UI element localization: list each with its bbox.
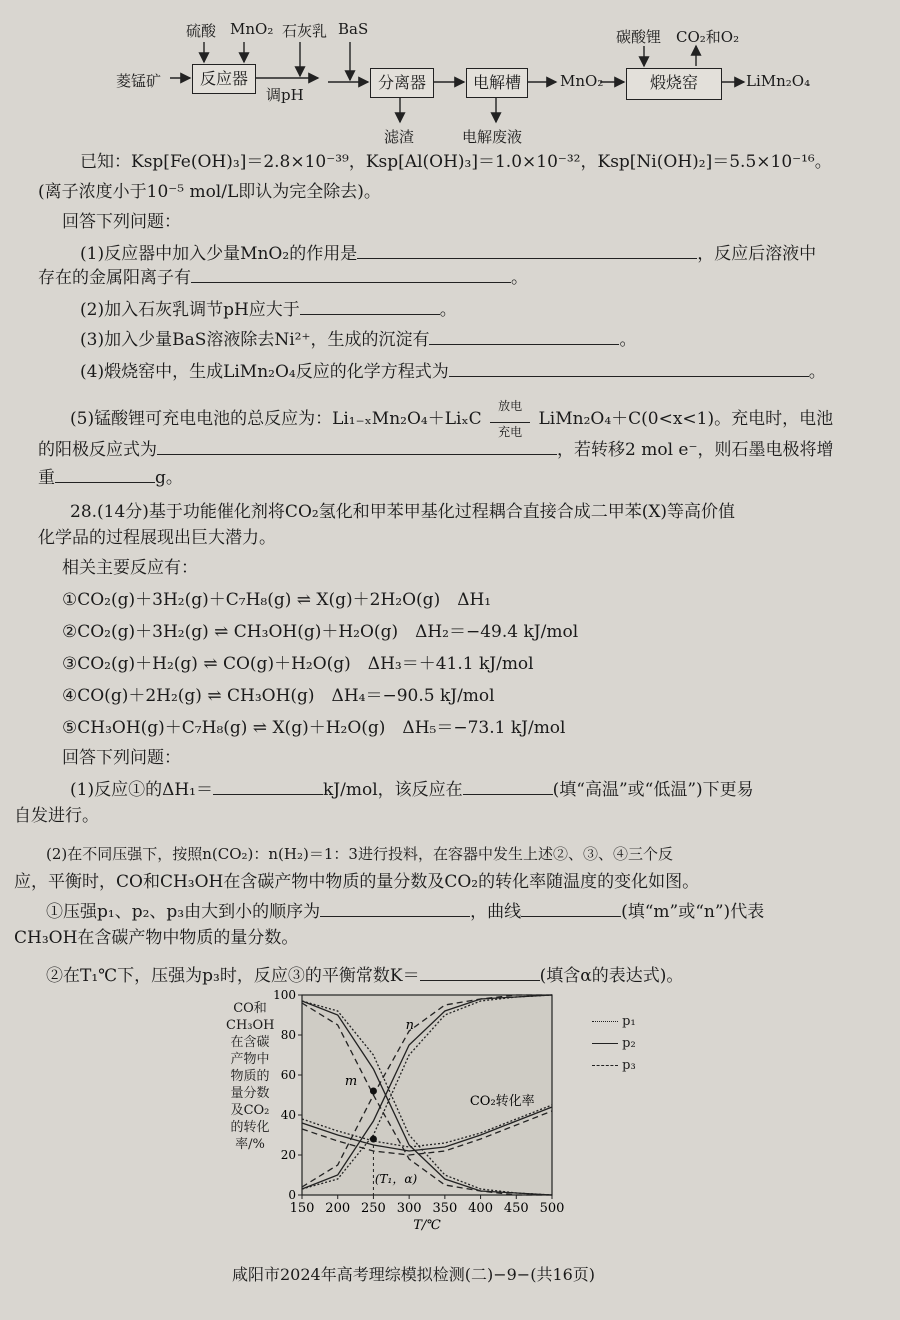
x-tick-label: 450 <box>503 1201 529 1216</box>
intersection-point <box>370 1088 377 1095</box>
q28-part1-cont: 自发进行。 <box>14 806 99 826</box>
legend-p2-swatch <box>592 1043 618 1044</box>
answer-blank-27-5a[interactable] <box>157 438 557 455</box>
answer-blank-27-2[interactable] <box>300 298 440 315</box>
q28-part2-cont: 应，平衡时，CO和CH₃OH在含碳产物中物质的量分数及CO₂的转化率随温度的变化如图。 <box>14 872 700 892</box>
answer-blank-28-2c[interactable] <box>420 964 540 981</box>
x-tick-label: 200 <box>325 1201 351 1216</box>
q27-s5c: 的阳极反应式为 <box>38 440 157 460</box>
reagent-sulfuric-acid: 硫酸 <box>186 22 217 40</box>
q27-s5a: (5)锰酸锂可充电电池的总反应为：Li₁₋ₓMn₂O₄＋LiₓC <box>70 409 482 429</box>
q27-part1 <box>80 242 816 266</box>
y-tick-label: 60 <box>280 1068 296 1082</box>
q27-s1c: 存在的金属阳离子有 <box>38 268 191 288</box>
reaction-2: ②CO₂(g)＋3H₂(g) ⇌ CH₃OH(g)＋H₂O(g) ΔH₂＝−49.4 kJ/mol <box>62 622 579 642</box>
q28-part1 <box>70 778 754 802</box>
q27-s5e: 重 <box>38 468 55 488</box>
q28-s2c: ①压强p₁、p₂、p₃由大到小的顺序为 <box>46 902 321 922</box>
q27-part1-cont <box>38 266 528 290</box>
y-tick-label: 20 <box>280 1148 296 1162</box>
ksp-note: (离子浓度小于10⁻⁵ mol/L即认为完全除去)。 <box>38 182 381 202</box>
lithium-carbonate-label: 碳酸锂 <box>616 28 662 46</box>
y-tick-label: 100 <box>273 988 296 1002</box>
flowchart-arrows <box>0 0 900 150</box>
reaction-5: ⑤CH₃OH(g)＋C₇H₈(g) ⇌ X(g)＋H₂O(g) ΔH₅＝−73.1 kJ/mol <box>62 718 566 738</box>
q28-s2e: (填“m”或“n”)代表 <box>621 902 765 922</box>
arrow-line <box>490 422 530 423</box>
filter-residue-label: 滤渣 <box>384 128 415 146</box>
q28-prompt: 回答下列问题： <box>62 748 181 768</box>
q28-title-cont: 化学品的过程展现出巨大潜力。 <box>38 528 276 548</box>
gases-out-label: CO₂和O₂ <box>676 28 740 46</box>
q28-part2-sub1-cont: CH₃OH在含碳产物中物质的量分数。 <box>14 928 299 948</box>
q27-part3 <box>80 328 636 352</box>
answer-blank-27-1b[interactable] <box>191 266 511 283</box>
electrolyzer-box: 电解槽 <box>466 68 528 98</box>
q28-s2d: ，曲线 <box>470 902 522 922</box>
mno2-product-label: MnO₂ <box>560 72 604 90</box>
q28-s2g: ②在T₁℃下，压强为p₃时，反应③的平衡常数K＝ <box>46 966 420 986</box>
x-tick-label: 350 <box>432 1201 458 1216</box>
reaction-3: ③CO₂(g)＋H₂(g) ⇌ CO(g)＋H₂O(g) ΔH₃＝＋41.1 kJ/mol <box>62 654 534 674</box>
legend-p3-swatch <box>592 1065 618 1066</box>
separator-box: 分离器 <box>370 68 434 98</box>
y-tick-label: 0 <box>288 1188 296 1202</box>
reagent-bas: BaS <box>338 20 369 38</box>
q27-part4 <box>80 360 826 384</box>
q28-title: 28.(14分)基于功能催化剂将CO₂氢化和甲苯甲基化过程耦合直接合成二甲苯(X)等高价值 <box>70 502 736 522</box>
x-axis-label: T/℃ <box>413 1218 441 1233</box>
reversible-arrow <box>490 400 530 439</box>
arrow-top-label: 放电 <box>498 399 523 413</box>
adjust-ph-label: 调pH <box>266 86 304 104</box>
legend-p3-label: p₃ <box>622 1058 636 1073</box>
x-tick-label: 150 <box>289 1201 315 1216</box>
chart-y-axis-label: CO和CH₃OH在含碳产物中物质的量分数及CO₂的转化率/% <box>226 1001 275 1152</box>
legend-p3 <box>592 1058 636 1073</box>
q27-s1b: ，反应后溶液中 <box>697 244 817 264</box>
q27-s5d: ，若转移2 mol e⁻，则石墨电极将增 <box>557 440 834 460</box>
reagent-lime-milk: 石灰乳 <box>282 22 328 40</box>
q28-part2-sub1 <box>46 900 764 924</box>
reaction-4: ④CO(g)＋2H₂(g) ⇌ CH₃OH(g) ΔH₄＝−90.5 kJ/mol <box>62 686 495 706</box>
q27-part2 <box>80 298 457 322</box>
legend-p2 <box>592 1036 636 1051</box>
x-tick-label: 500 <box>539 1201 565 1216</box>
final-product-label: LiMn₂O₄ <box>746 72 811 90</box>
q27-s3: (3)加入少量BaS溶液除去Ni²⁺，生成的沉淀有 <box>80 330 430 350</box>
q27-prompt: 回答下列问题： <box>62 212 181 232</box>
q27-s1d: 。 <box>511 268 528 288</box>
annotation-t1-alpha: (T₁，α) <box>374 1172 418 1186</box>
q28-s1c: (填“高温”或“低温”)下更易 <box>552 780 754 800</box>
legend-p1-label: p₁ <box>622 1014 636 1029</box>
q28-s1b: kJ/mol，该反应在 <box>323 780 463 800</box>
q27-s5b: LiMn₂O₄＋C(0<x<1)。充电时，电池 <box>538 409 834 429</box>
t1-alpha-point <box>370 1136 377 1143</box>
legend-p1 <box>592 1014 636 1029</box>
x-tick-label: 400 <box>468 1201 493 1216</box>
answer-blank-27-3[interactable] <box>429 328 619 345</box>
y-tick-label: 40 <box>280 1108 296 1122</box>
q27-s4-end: 。 <box>808 362 826 382</box>
reagent-mno2: MnO₂ <box>230 20 274 38</box>
q27-s5f: g。 <box>155 468 183 488</box>
answer-blank-27-4[interactable] <box>449 360 809 377</box>
q27-s1a: (1)反应器中加入少量MnO₂的作用是 <box>80 244 358 264</box>
annotation-n: n <box>405 1018 414 1033</box>
ksp-known: 已知：Ksp[Fe(OH)₃]＝2.8×10⁻³⁹，Ksp[Al(OH)₃]＝1.0×10⁻³²，Ksp[Ni(OH)₂]＝5.5×10⁻¹⁶。 <box>80 152 832 172</box>
equilibrium-chart <box>270 985 630 1235</box>
answer-blank-28-2b[interactable] <box>521 900 621 917</box>
answer-blank-28-2a[interactable] <box>320 900 470 917</box>
reaction-1: ①CO₂(g)＋3H₂(g)＋C₇H₈(g) ⇌ X(g)＋2H₂O(g) ΔH₁ <box>62 590 492 610</box>
y-tick-label: 80 <box>280 1028 296 1042</box>
answer-blank-28-1b[interactable] <box>463 778 553 795</box>
x-tick-label: 300 <box>396 1201 422 1216</box>
ore-input: 菱锰矿 <box>116 72 162 90</box>
q27-s4: (4)煅烧窑中，生成LiMn₂O₄反应的化学方程式为 <box>80 362 449 382</box>
legend-p1-swatch <box>592 1021 618 1022</box>
annotation-co2-conversion: CO₂转化率 <box>469 1094 535 1109</box>
q27-s2: (2)加入石灰乳调节pH应大于 <box>80 300 300 320</box>
reactor-box: 反应器 <box>192 64 256 94</box>
q27-part5-end <box>38 466 183 490</box>
q27-s3-end: 。 <box>619 330 637 350</box>
answer-blank-27-1a[interactable] <box>357 242 697 259</box>
answer-blank-28-1a[interactable] <box>213 778 323 795</box>
legend-p2-label: p₂ <box>622 1036 636 1051</box>
q28-s1a: (1)反应①的ΔH₁＝ <box>70 780 213 800</box>
arrow-bottom-label: 充电 <box>498 425 523 439</box>
answer-blank-27-5b[interactable] <box>55 466 155 483</box>
q27-s2-end: 。 <box>439 300 457 320</box>
q28-reactions-label: 相关主要反应有： <box>62 558 198 578</box>
q27-part5 <box>70 400 833 439</box>
q28-part2: (2)在不同压强下，按照n(CO₂)：n(H₂)＝1：3进行投料，在容器中发生上述②、③、④三个反 <box>46 845 673 863</box>
q28-s2h: (填含α的表达式)。 <box>539 966 684 986</box>
kiln-box: 煅烧窑 <box>626 68 722 100</box>
waste-liquid-label: 电解废液 <box>462 128 523 146</box>
annotation-m: m <box>344 1074 358 1089</box>
q27-part5-cont <box>38 438 833 462</box>
page-footer: 咸阳市2024年高考理综模拟检测(二)−9−(共16页) <box>232 1265 596 1284</box>
x-tick-label: 250 <box>361 1201 386 1216</box>
